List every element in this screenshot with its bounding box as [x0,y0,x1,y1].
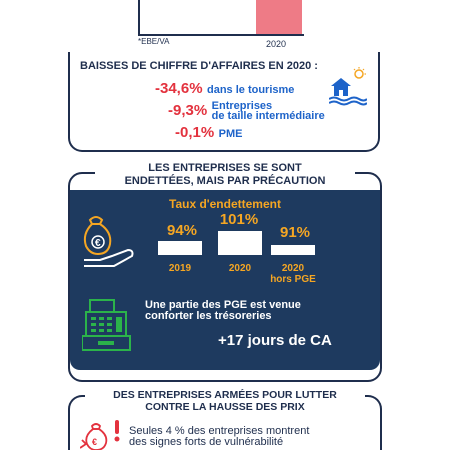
revenue-desc [212,101,325,121]
prices-title-line2: CONTRE LA HAUSSE DES PRIX [145,401,305,413]
revenue-pct: -34,6% [155,80,203,97]
chart-bar-2020 [256,0,302,34]
debt-bar-year-2020-hors-pge [263,263,323,285]
vulnerability-line1: Seules 4 % des entreprises montrent [129,425,310,437]
svg-text:€: € [95,238,101,249]
vulnerability-text [129,426,379,448]
pge-text [145,300,365,322]
revenue-desc-line1: Entreprises [211,100,273,112]
revenue-row-pme [175,124,242,142]
revenue-title: BAISSES DE CHIFFRE D'AFFAIRES EN 2020 : [80,60,318,72]
debt-bar-2019 [158,241,202,255]
revenue-pct: -0,1% [175,124,215,141]
chart-axis-y [138,0,140,35]
debt-bar-value-2020: 101% [219,211,259,228]
debt-bar-2020 [218,231,262,255]
debt-bar-value-2019: 94% [166,222,198,239]
chart-year-label: 2020 [266,39,287,49]
debt-title [100,162,350,188]
ca-days-text: +17 jours de CA [218,332,332,349]
debt-bar-year-2020: 2020 [228,263,252,274]
debt-rate-label: Taux d'endettement [169,197,281,211]
debt-title-line2: ENDETTÉES, MAIS PAR PRÉCAUTION [124,175,326,187]
pge-line2: conforter les trésoreries [145,310,272,322]
revenue-pct: -9,3% [168,102,208,120]
revenue-desc: PME [218,128,243,140]
beach-house-icon [329,66,367,106]
money-bag-icon [80,212,138,268]
revenue-row-eti [168,101,325,121]
vulnerability-line2: des signes forts de vulnérabilité [129,436,284,448]
revenue-desc-line2: de taille intermédiaire [211,110,325,122]
svg-text:€: € [92,437,98,447]
revenue-desc: dans le tourisme [206,84,295,96]
prices-title-line1: DES ENTREPRISES ARMÉES POUR LUTTER [113,389,337,401]
cash-register-icon [82,298,134,354]
debt-title-line1: LES ENTREPRISES SE SONT [148,162,302,174]
pge-line1: Une partie des PGE est venue [145,299,301,311]
chart-footnote: *EBE/VA [138,37,170,46]
debt-bar-sub: hors PGE [270,274,316,285]
debt-bar-2020-hors-pge [271,245,315,255]
money-alert-icon [80,418,124,450]
revenue-row-tourism [155,80,294,98]
debt-bar-year-2019: 2019 [168,263,192,274]
debt-bar-year: 2020 [281,263,305,274]
chart-axis-x [138,34,304,36]
debt-bar-value-2020-hors-pge: 91% [279,224,311,241]
prices-title [90,389,360,413]
